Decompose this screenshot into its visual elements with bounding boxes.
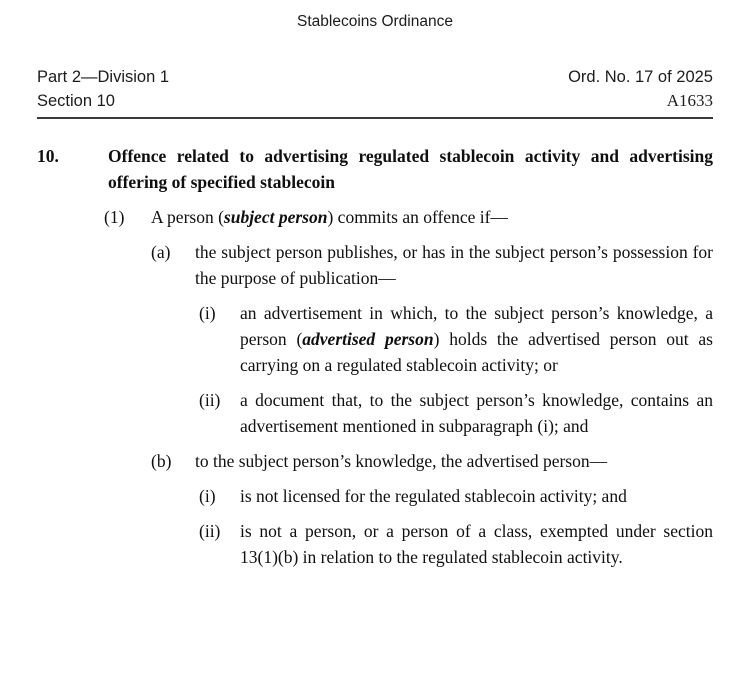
header-left-block: [37, 65, 169, 113]
clause-number: (ii): [199, 390, 221, 410]
clause-text-segment: a document that, to the subject person’s knowledge, contains an advertisement mentioned in subparagraph (i); and: [240, 390, 713, 436]
clause-text: [195, 448, 713, 474]
clause-text-segment: the subject person publishes, or has in the subject person’s possession for the purpose of publication—: [195, 242, 713, 288]
document-title: Stablecoins Ordinance: [297, 13, 453, 30]
clause-ii: [37, 518, 713, 570]
clause-a: [37, 239, 713, 291]
header-ordinance-number: Ord. No. 17 of 2025: [568, 68, 713, 86]
clause-number: (b): [151, 451, 172, 471]
clause-1: [37, 204, 713, 230]
defined-term: advertised person: [302, 329, 434, 349]
clause-text-segment: A person (: [151, 207, 224, 227]
header-section-number: Section 10: [37, 92, 115, 110]
clause-text-segment: ) holds the advertised person out as carrying on a regulated stablecoin activity; or: [240, 329, 713, 375]
defined-term: subject person: [223, 207, 328, 227]
clause-text: [240, 483, 713, 509]
section-heading-text: Offence related to advertising regulated stablecoin activity and advertising offering of specified stablecoin: [108, 146, 713, 192]
header-part-division: Part 2—Division 1: [37, 68, 170, 86]
clause-b: [37, 448, 713, 474]
header-page-number: A1633: [666, 91, 713, 110]
clause-text: [240, 300, 713, 378]
clause-number: (ii): [199, 521, 221, 541]
clause-number: (i): [199, 486, 216, 506]
section-heading-number: 10.: [37, 146, 59, 166]
clause-text: [151, 204, 713, 230]
clause-number: (i): [199, 303, 216, 323]
clause-text: [240, 387, 713, 439]
clause-text-segment: to the subject person’s knowledge, the advertised person—: [195, 451, 608, 471]
clause-number: (1): [104, 207, 125, 227]
clause-i: [37, 483, 713, 509]
running-header: [37, 65, 713, 113]
clause-text: [240, 518, 713, 570]
clause-ii: [37, 387, 713, 439]
header-rule: [37, 117, 713, 119]
section-heading: [37, 143, 713, 195]
header-right-block: [568, 65, 713, 113]
section-body: [37, 143, 713, 570]
clause-number: (a): [151, 242, 171, 262]
clause-text-segment: is not a person, or a person of a class, exempted under section 13(1)(b) in relation to the regulated stablecoin activity.: [240, 521, 713, 567]
clause-text-segment: an advertisement in which, to the subject person’s knowledge, a person (: [240, 303, 713, 349]
clause-i: [37, 300, 713, 378]
clause-text-segment: ) commits an offence if—: [327, 207, 508, 227]
clause-text: [195, 239, 713, 291]
clause-text-segment: is not licensed for the regulated stablecoin activity; and: [240, 486, 627, 506]
